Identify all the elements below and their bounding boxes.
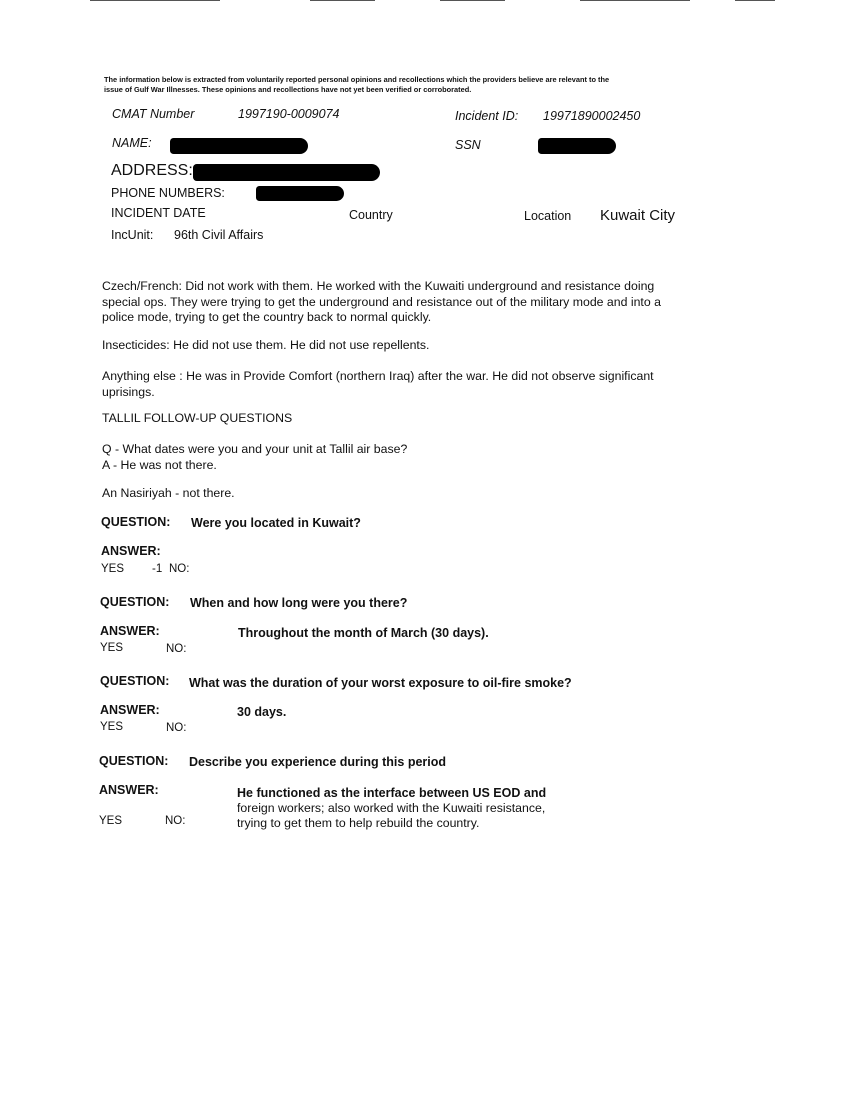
cmat-number-value: 1997190-0009074: [238, 107, 340, 121]
czech-line-3: police mode, trying to get the country back to normal quickly.: [102, 310, 432, 324]
answer-2-no-label: NO:: [166, 643, 187, 655]
answer-4-yes-label: YES: [99, 815, 123, 827]
answer-1-no-label: NO:: [169, 563, 190, 575]
location-value: Kuwait City: [600, 207, 676, 224]
cmat-number-label: CMAT Number: [112, 107, 195, 121]
answer-1-yes-value: -1: [152, 563, 163, 575]
answer-4-label: ANSWER:: [99, 783, 159, 797]
answer-2-text: Throughout the month of March (30 days).: [238, 626, 489, 640]
question-2-text: When and how long were you there?: [190, 596, 408, 610]
phone-redaction: [256, 186, 344, 201]
address-label: ADDRESS:: [111, 162, 193, 179]
question-3-label: QUESTION:: [100, 674, 170, 688]
czech-line-1: Czech/French: Did not work with them. He worked with the Kuwaiti underground and resistance doing: [102, 279, 655, 293]
anything-else-paragraph: [102, 369, 654, 400]
insecticides-paragraph: Insecticides: He did not use them. He did not use repellents.: [102, 338, 430, 352]
scan-line: [90, 0, 220, 1]
disclaimer: [104, 75, 609, 95]
tallil-answer: A - He was not there.: [102, 457, 217, 472]
question-1-label: QUESTION:: [101, 515, 171, 529]
tallil-heading: TALLIL FOLLOW-UP QUESTIONS: [102, 411, 293, 425]
answer-4-line-3: trying to get them to help rebuild the country.: [237, 816, 480, 830]
scan-line: [735, 0, 775, 1]
question-1-text: Were you located in Kuwait?: [191, 516, 361, 530]
scan-line: [580, 0, 690, 1]
incunit-label: IncUnit:: [111, 228, 154, 242]
question-4-label: QUESTION:: [99, 754, 169, 768]
czech-french-paragraph: [102, 279, 661, 326]
answer-4-no-label: NO:: [165, 815, 186, 827]
answer-4-line-2: foreign workers; also worked with the Kuwaiti resistance,: [237, 801, 546, 815]
tallil-question: Q - What dates were you and your unit at Tallil air base?: [102, 442, 408, 456]
incident-date-label: INCIDENT DATE: [111, 206, 206, 220]
czech-line-2: special ops. They were trying to get the underground and resistance out of the military mode and into a: [102, 294, 661, 309]
incident-id-label: Incident ID:: [455, 109, 519, 123]
name-redaction: [170, 138, 308, 154]
name-label: NAME:: [112, 136, 152, 150]
question-2-label: QUESTION:: [100, 595, 170, 609]
country-label: Country: [349, 208, 393, 222]
scan-line: [310, 0, 375, 1]
location-label: Location: [524, 209, 572, 223]
ssn-label: SSN: [455, 138, 481, 152]
ssn-redaction: [538, 138, 616, 154]
incunit-value: 96th Civil Affairs: [174, 228, 264, 242]
tallil-qa: [102, 442, 407, 473]
answer-2-label: ANSWER:: [100, 624, 160, 638]
answer-2-yes-label: YES: [100, 642, 124, 654]
anything-line-2: uprisings.: [102, 384, 155, 399]
incident-id-value: 19971890002450: [543, 109, 641, 123]
answer-3-yes-label: YES: [100, 721, 124, 733]
answer-1-label: ANSWER:: [101, 544, 161, 558]
anything-line-1: Anything else : He was in Provide Comfort (northern Iraq) after the war. He did not observe significant: [102, 369, 654, 383]
disclaimer-line-1: The information below is extracted from voluntarily reported personal opinions and recollections which the providers believe are relevant to the: [104, 75, 610, 84]
answer-3-label: ANSWER:: [100, 703, 160, 717]
address-redaction: [193, 164, 380, 181]
scan-line: [440, 0, 505, 1]
answer-4-line-1: He functioned as the interface between US EOD and: [237, 786, 547, 800]
nasiriyah-line: An Nasiriyah - not there.: [102, 486, 235, 500]
answer-1-yes-label: YES: [101, 563, 125, 575]
phone-numbers-label: PHONE NUMBERS:: [111, 186, 225, 200]
answer-3-text: 30 days.: [237, 705, 287, 719]
answer-3-no-label: NO:: [166, 722, 187, 734]
question-3-text: What was the duration of your worst exposure to oil-fire smoke?: [189, 676, 572, 690]
disclaimer-line-2: issue of Gulf War Illnesses. These opinions and recollections have not yet been verified or corroborated.: [104, 85, 472, 94]
question-4-text: Describe you experience during this period: [189, 755, 447, 769]
